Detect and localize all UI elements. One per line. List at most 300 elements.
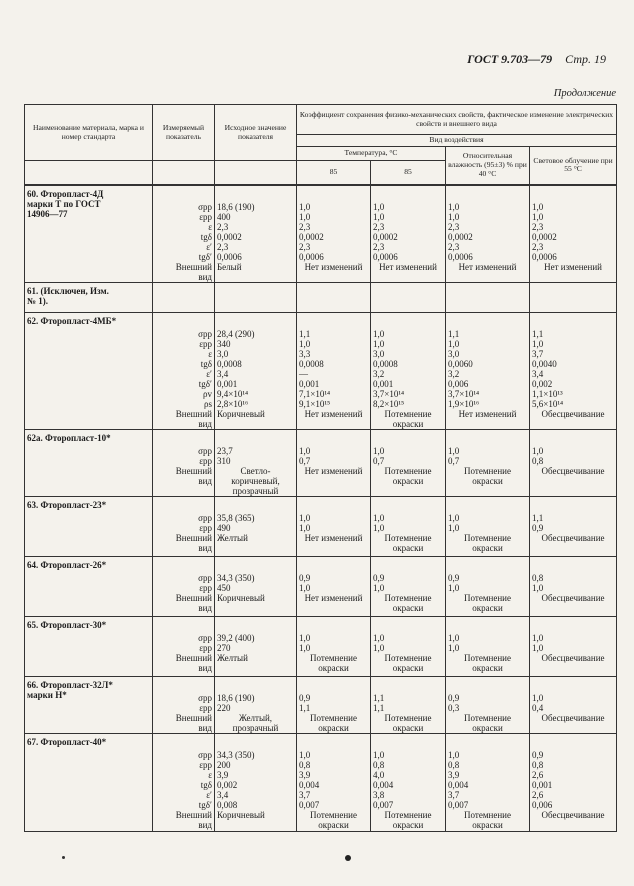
cell-line: εрр xyxy=(199,338,212,349)
cell-temp-b xyxy=(371,429,446,496)
cell-temp-a xyxy=(297,185,371,283)
cell-property xyxy=(153,496,215,556)
cell-line: 0,8 xyxy=(373,759,385,770)
cell-line: Обесцвечивание xyxy=(541,465,605,476)
cell-material xyxy=(25,185,153,283)
cell-line: 0,3 xyxy=(448,702,460,713)
cell-light xyxy=(530,429,617,496)
cell-temp-a xyxy=(297,312,371,429)
cell-line: 1,1 xyxy=(532,512,544,523)
cell-material xyxy=(25,312,153,429)
cell-humidity xyxy=(446,556,530,616)
cell-line: марки Н* xyxy=(27,689,67,700)
cell-line: вид xyxy=(198,418,212,429)
cell-property xyxy=(153,312,215,429)
running-header xyxy=(467,52,606,67)
cell-line: εрр xyxy=(199,642,212,653)
cell-initial xyxy=(215,312,297,429)
table-row xyxy=(25,429,617,496)
cell-line: 0,007 xyxy=(373,799,394,810)
cell-line: 1,0 xyxy=(299,632,311,643)
table-row xyxy=(25,556,617,616)
cell-line: σрр xyxy=(198,749,212,760)
header-impact: Вид воздействия xyxy=(297,135,617,147)
cell-line: Внешний xyxy=(175,652,212,663)
cell-humidity xyxy=(446,676,530,733)
cell-line: 0,001 xyxy=(373,378,394,389)
cell-line: 1,0 xyxy=(448,512,460,523)
cell-line: Нет изменений xyxy=(304,532,363,543)
table-row xyxy=(25,676,617,733)
cell-line: 3,0 xyxy=(448,348,460,359)
cell-material xyxy=(25,282,153,312)
cell-line: 1,0 xyxy=(532,582,544,593)
cell-temp-a xyxy=(297,496,371,556)
cell-line: 0,9 xyxy=(448,572,460,583)
cell-line: 0,007 xyxy=(448,799,469,810)
cell-line: 1,0 xyxy=(532,692,544,703)
cell-property xyxy=(153,282,215,312)
table-row xyxy=(25,185,617,283)
cell-line: Потемнение окраски xyxy=(384,465,432,486)
cell-line: 1,0 xyxy=(448,632,460,643)
cell-line: Нет изменений xyxy=(304,592,363,603)
header-blank-material xyxy=(25,161,153,185)
cell-temp-b xyxy=(371,676,446,733)
continuation-label: Продолжение xyxy=(553,88,616,99)
cell-line: 3,9 xyxy=(299,769,311,780)
cell-line: 0,004 xyxy=(299,779,320,790)
cell-line: Потемнение окраски xyxy=(310,712,357,733)
cell-line: 1,0 xyxy=(373,445,385,456)
cell-line: 3,9 xyxy=(217,769,229,780)
standard-number: ГОСТ 9.703—79 xyxy=(467,52,553,66)
cell-line: 0,8 xyxy=(532,759,544,770)
cell-line: Потемнение окраски xyxy=(310,652,357,673)
cell-material xyxy=(25,496,153,556)
cell-line: 200 xyxy=(217,759,231,770)
cell-line: 400 xyxy=(217,211,231,222)
table-row xyxy=(25,282,617,312)
cell-material xyxy=(25,429,153,496)
cell-line: 0,8 xyxy=(448,759,460,770)
cell-temp-b xyxy=(371,496,446,556)
cell-initial xyxy=(215,429,297,496)
cell-line: εрр xyxy=(199,522,212,533)
cell-line: 28,4 (290) xyxy=(217,328,255,339)
cell-line: 3,2 xyxy=(448,368,460,379)
cell-line: 3,4 xyxy=(217,789,229,800)
cell-line: 1,9×10¹⁶ xyxy=(448,398,480,409)
cell-line: εрр xyxy=(199,759,212,770)
cell-line: Нет изменений xyxy=(458,408,517,419)
cell-line: 1,0 xyxy=(532,338,544,349)
cell-line: 1,0 xyxy=(373,211,385,222)
cell-line: 1,0 xyxy=(373,338,385,349)
cell-temp-a xyxy=(297,616,371,676)
cell-line: Потемнение окраски xyxy=(464,592,511,613)
header-temp-b: 85 xyxy=(371,161,446,185)
cell-line: Желтый, прозрачный xyxy=(232,712,279,733)
cell-line: Обесцвечивание xyxy=(541,809,605,820)
cell-temp-b xyxy=(371,282,446,312)
cell-light xyxy=(530,282,617,312)
cell-line: Внешний xyxy=(175,465,212,476)
cell-line: 0,008 xyxy=(217,799,238,810)
cell-line: 0,9 xyxy=(532,522,544,533)
cell-humidity xyxy=(446,733,530,831)
cell-line: 18,6 (190) xyxy=(217,201,255,212)
cell-line: tgδ xyxy=(200,231,212,242)
cell-line: 0,0006 xyxy=(532,251,557,262)
cell-line: 39,2 (400) xyxy=(217,632,255,643)
cell-line: ε xyxy=(208,221,212,232)
cell-line: Нет изменений xyxy=(379,261,437,272)
cell-temp-a xyxy=(297,556,371,616)
cell-light xyxy=(530,312,617,429)
header-humidity: Относительная влажность (95±3) % при 40 °С xyxy=(446,147,530,185)
cell-line: 1,1 xyxy=(373,692,385,703)
cell-line: 0,0006 xyxy=(448,251,473,262)
cell-temp-b xyxy=(371,616,446,676)
cell-humidity xyxy=(446,282,530,312)
cell-initial xyxy=(215,733,297,831)
cell-line: Коричневый xyxy=(217,592,265,603)
cell-line: 1,0 xyxy=(448,642,460,653)
cell-line: ε′ xyxy=(206,368,212,379)
cell-line: Потемнение окраски xyxy=(384,652,432,673)
cell-line: 0,8 xyxy=(532,572,544,583)
cell-line: 1,0 xyxy=(299,522,311,533)
cell-line: 2,3 xyxy=(532,241,544,252)
cell-line: 0,8 xyxy=(299,759,311,770)
header-blank-property xyxy=(153,161,215,185)
cell-line: 62. Фторопласт-4МБ* xyxy=(27,315,117,326)
header-property: Измеряемый показатель xyxy=(153,105,215,161)
cell-line: ε xyxy=(208,769,212,780)
cell-line: Нет изменений xyxy=(304,408,363,419)
cell-line: 0,4 xyxy=(532,702,544,713)
cell-line: 1,0 xyxy=(299,201,311,212)
cell-line: 3,7×10¹⁴ xyxy=(373,388,405,399)
cell-line: 18,6 (190) xyxy=(217,692,255,703)
cell-line: 64. Фторопласт-26* xyxy=(27,559,107,570)
cell-line: 2,3 xyxy=(448,241,460,252)
cell-material xyxy=(25,616,153,676)
cell-line: Обесцвечивание xyxy=(541,592,605,603)
cell-line: 0,001 xyxy=(299,378,320,389)
cell-line: Потемнение окраски xyxy=(464,532,511,553)
cell-property xyxy=(153,733,215,831)
cell-line: σрр xyxy=(198,632,212,643)
cell-line: вид xyxy=(198,722,212,733)
cell-line: 1,0 xyxy=(373,522,385,533)
cell-line: 270 xyxy=(217,642,231,653)
cell-line: 62а. Фторопласт-10* xyxy=(27,432,111,443)
cell-line: 2,8×10¹⁶ xyxy=(217,398,249,409)
cell-line: 1,0 xyxy=(373,632,385,643)
cell-line: 1,0 xyxy=(299,211,311,222)
cell-line: 9,4×10¹⁴ xyxy=(217,388,249,399)
cell-line: 0,002 xyxy=(217,779,238,790)
cell-property xyxy=(153,676,215,733)
cell-line: 8,2×10¹⁵ xyxy=(373,398,405,409)
cell-line: 14906—77 xyxy=(27,208,68,219)
cell-line: 0,0008 xyxy=(217,358,242,369)
cell-line: 4,0 xyxy=(373,769,385,780)
cell-initial xyxy=(215,676,297,733)
cell-line: 1,0 xyxy=(532,445,544,456)
cell-line: Нет изменений xyxy=(304,465,363,476)
cell-line: 2,6 xyxy=(532,789,544,800)
cell-line: 1,0 xyxy=(448,201,460,212)
cell-humidity xyxy=(446,185,530,283)
cell-line: Обесцвечивание xyxy=(541,652,605,663)
cell-line: tgδ xyxy=(200,779,212,790)
cell-line: 3,9 xyxy=(448,769,460,780)
page-number: Стр. 19 xyxy=(565,52,606,66)
page-dot xyxy=(345,855,351,861)
cell-initial xyxy=(215,282,297,312)
cell-line: tgδ xyxy=(200,358,212,369)
cell-line: εрр xyxy=(199,702,212,713)
header-coefficient: Коэффициент сохранения физико-механических свойств, фактическое изменение электрических свойств и внешнего вида xyxy=(297,105,617,135)
cell-line: 1,1×10¹³ xyxy=(532,388,563,399)
cell-line: Потемнение окраски xyxy=(384,592,432,613)
cell-line: вид xyxy=(198,542,212,553)
cell-line: ρv xyxy=(203,388,212,399)
cell-line: εрр xyxy=(199,582,212,593)
cell-light xyxy=(530,733,617,831)
cell-line: Коричневый xyxy=(217,809,265,820)
cell-line: Внешний xyxy=(175,809,212,820)
cell-line: 0,7 xyxy=(373,455,385,466)
cell-temp-b xyxy=(371,556,446,616)
cell-line: tgδ′ xyxy=(198,378,212,389)
cell-light xyxy=(530,676,617,733)
table-header xyxy=(25,105,617,185)
cell-property xyxy=(153,185,215,283)
cell-line: 0,004 xyxy=(373,779,394,790)
cell-line: 0,006 xyxy=(532,799,553,810)
cell-line: 1,1 xyxy=(448,328,460,339)
cell-line: Потемнение окраски xyxy=(384,532,432,553)
cell-line: 0,8 xyxy=(532,455,544,466)
cell-line: 66. Фторопласт-32Л* xyxy=(27,679,113,690)
table-body xyxy=(25,185,617,832)
cell-line: 490 xyxy=(217,522,231,533)
cell-line: 35,8 (365) xyxy=(217,512,255,523)
cell-line: 3,7 xyxy=(532,348,544,359)
cell-line: σрр xyxy=(198,201,212,212)
cell-line: σрр xyxy=(198,445,212,456)
cell-line: 0,7 xyxy=(448,455,460,466)
cell-material xyxy=(25,676,153,733)
properties-table xyxy=(24,104,617,832)
cell-humidity xyxy=(446,312,530,429)
cell-line: 1,0 xyxy=(299,749,311,760)
cell-line: 1,1 xyxy=(299,328,311,339)
cell-line: вид xyxy=(198,819,212,830)
cell-line: 0,002 xyxy=(532,378,553,389)
cell-line: tgδ′ xyxy=(198,251,212,262)
cell-line: 1,1 xyxy=(373,702,385,713)
cell-line: 34,3 (350) xyxy=(217,749,255,760)
cell-line: 0,9 xyxy=(448,692,460,703)
cell-line: 0,9 xyxy=(299,572,311,583)
cell-line: 1,0 xyxy=(299,445,311,456)
cell-line: 2,3 xyxy=(448,221,460,232)
cell-light xyxy=(530,556,617,616)
cell-line: 1,0 xyxy=(299,338,311,349)
cell-line: 0,9 xyxy=(373,572,385,583)
cell-temp-a xyxy=(297,282,371,312)
cell-line: Потемнение окраски xyxy=(464,712,511,733)
cell-line: 0,0002 xyxy=(373,231,398,242)
cell-line: σрр xyxy=(198,328,212,339)
table-row xyxy=(25,733,617,831)
cell-line: 0,0006 xyxy=(299,251,324,262)
cell-line: 0,004 xyxy=(448,779,469,790)
cell-line: Внешний xyxy=(175,532,212,543)
cell-light xyxy=(530,496,617,556)
cell-line: tgδ′ xyxy=(198,799,212,810)
cell-line: 0,0002 xyxy=(299,231,324,242)
cell-line: ρs xyxy=(204,398,212,409)
cell-line: Нет изменений xyxy=(544,261,602,272)
cell-temp-a xyxy=(297,429,371,496)
cell-line: 1,0 xyxy=(373,328,385,339)
cell-line: 1,0 xyxy=(373,582,385,593)
cell-line: 1,0 xyxy=(448,582,460,593)
cell-line: 3,8 xyxy=(373,789,385,800)
cell-line: 1,0 xyxy=(532,642,544,653)
cell-line: Потемнение окраски xyxy=(464,652,511,673)
cell-line: 65. Фторопласт-30* xyxy=(27,619,107,630)
cell-line: Внешний xyxy=(175,712,212,723)
cell-line: Желтый xyxy=(217,652,248,663)
cell-line: Потемнение окраски xyxy=(464,465,511,486)
cell-humidity xyxy=(446,496,530,556)
cell-line: 1,0 xyxy=(373,512,385,523)
cell-line: 1,0 xyxy=(448,338,460,349)
cell-line: 0,0006 xyxy=(373,251,398,262)
cell-line: 3,7 xyxy=(299,789,311,800)
cell-initial xyxy=(215,616,297,676)
cell-line: 3,0 xyxy=(373,348,385,359)
cell-line: 34,3 (350) xyxy=(217,572,255,583)
cell-line: Внешний xyxy=(175,408,212,419)
cell-line: σрр xyxy=(198,692,212,703)
header-blank-initial xyxy=(215,161,297,185)
header-initial: Исходное значение показателя xyxy=(215,105,297,161)
cell-line: 3,7 xyxy=(448,789,460,800)
cell-line: 1,0 xyxy=(532,211,544,222)
cell-line: 2,3 xyxy=(373,221,385,232)
cell-line: Внешний xyxy=(175,261,212,272)
cell-line: 3,4 xyxy=(532,368,544,379)
cell-line: 1,0 xyxy=(373,642,385,653)
cell-line: 1,0 xyxy=(448,445,460,456)
cell-line: 0,0060 xyxy=(448,358,473,369)
cell-line: Белый xyxy=(217,261,242,272)
cell-line: Желтый xyxy=(217,532,248,543)
cell-line: 60. Фторопласт-4Д xyxy=(27,188,104,199)
cell-temp-a xyxy=(297,733,371,831)
cell-line: σрр xyxy=(198,572,212,583)
cell-line: вид xyxy=(198,271,212,282)
margin-mark xyxy=(62,856,65,859)
cell-property xyxy=(153,616,215,676)
cell-initial xyxy=(215,556,297,616)
cell-line: 1,1 xyxy=(532,328,544,339)
cell-line: Потемнение окраски xyxy=(384,712,432,733)
cell-line: Обесцвечивание xyxy=(541,408,605,419)
table-row xyxy=(25,312,617,429)
cell-line: 0,001 xyxy=(532,779,553,790)
header-light: Световое облучение при 55 °С xyxy=(530,147,617,185)
cell-line: 23,7 xyxy=(217,445,233,456)
cell-line: 63. Фторопласт-23* xyxy=(27,499,107,510)
cell-line: Коричневый xyxy=(217,408,265,419)
cell-light xyxy=(530,185,617,283)
cell-line: 3,3 xyxy=(299,348,311,359)
cell-line: 0,007 xyxy=(299,799,320,810)
cell-line: 0,0002 xyxy=(532,231,557,242)
cell-initial xyxy=(215,185,297,283)
header-temperature: Температура, °С xyxy=(297,147,446,161)
cell-line: Светло-коричневый, прозрачный xyxy=(231,465,280,496)
cell-line: — xyxy=(299,368,308,379)
cell-line: 3,4 xyxy=(217,368,229,379)
cell-line: 0,0008 xyxy=(299,358,324,369)
cell-line: 2,3 xyxy=(217,221,229,232)
cell-line: 0,9 xyxy=(299,692,311,703)
cell-line: вид xyxy=(198,475,212,486)
cell-line: 61. (Исключен, Изм. xyxy=(27,285,109,296)
header-material: Наименование материала, марка и номер стандарта xyxy=(25,105,153,161)
cell-line: σрр xyxy=(198,512,212,523)
cell-initial xyxy=(215,496,297,556)
cell-line: Обесцвечивание xyxy=(541,712,605,723)
cell-line: 1,0 xyxy=(448,211,460,222)
cell-temp-b xyxy=(371,185,446,283)
cell-line: Нет изменений xyxy=(458,261,517,272)
cell-line: 3,0 xyxy=(217,348,229,359)
cell-line: вид xyxy=(198,662,212,673)
cell-material xyxy=(25,556,153,616)
cell-temp-b xyxy=(371,312,446,429)
cell-line: Нет изменений xyxy=(304,261,363,272)
cell-line: 1,0 xyxy=(299,642,311,653)
cell-line: 2,3 xyxy=(217,241,229,252)
cell-line: ε xyxy=(208,348,212,359)
cell-line: 0,0002 xyxy=(448,231,473,242)
cell-line: 310 xyxy=(217,455,231,466)
cell-line: 0,0002 xyxy=(217,231,242,242)
cell-line: 1,1 xyxy=(299,702,311,713)
cell-line: 1,0 xyxy=(532,632,544,643)
cell-line: 0,006 xyxy=(448,378,469,389)
cell-line: 340 xyxy=(217,338,231,349)
cell-material xyxy=(25,733,153,831)
cell-line: № 1). xyxy=(27,295,49,306)
cell-line: 2,6 xyxy=(532,769,544,780)
cell-line: Потемнение окраски xyxy=(384,408,432,429)
cell-line: 1,0 xyxy=(299,582,311,593)
cell-line: вид xyxy=(198,602,212,613)
cell-light xyxy=(530,616,617,676)
